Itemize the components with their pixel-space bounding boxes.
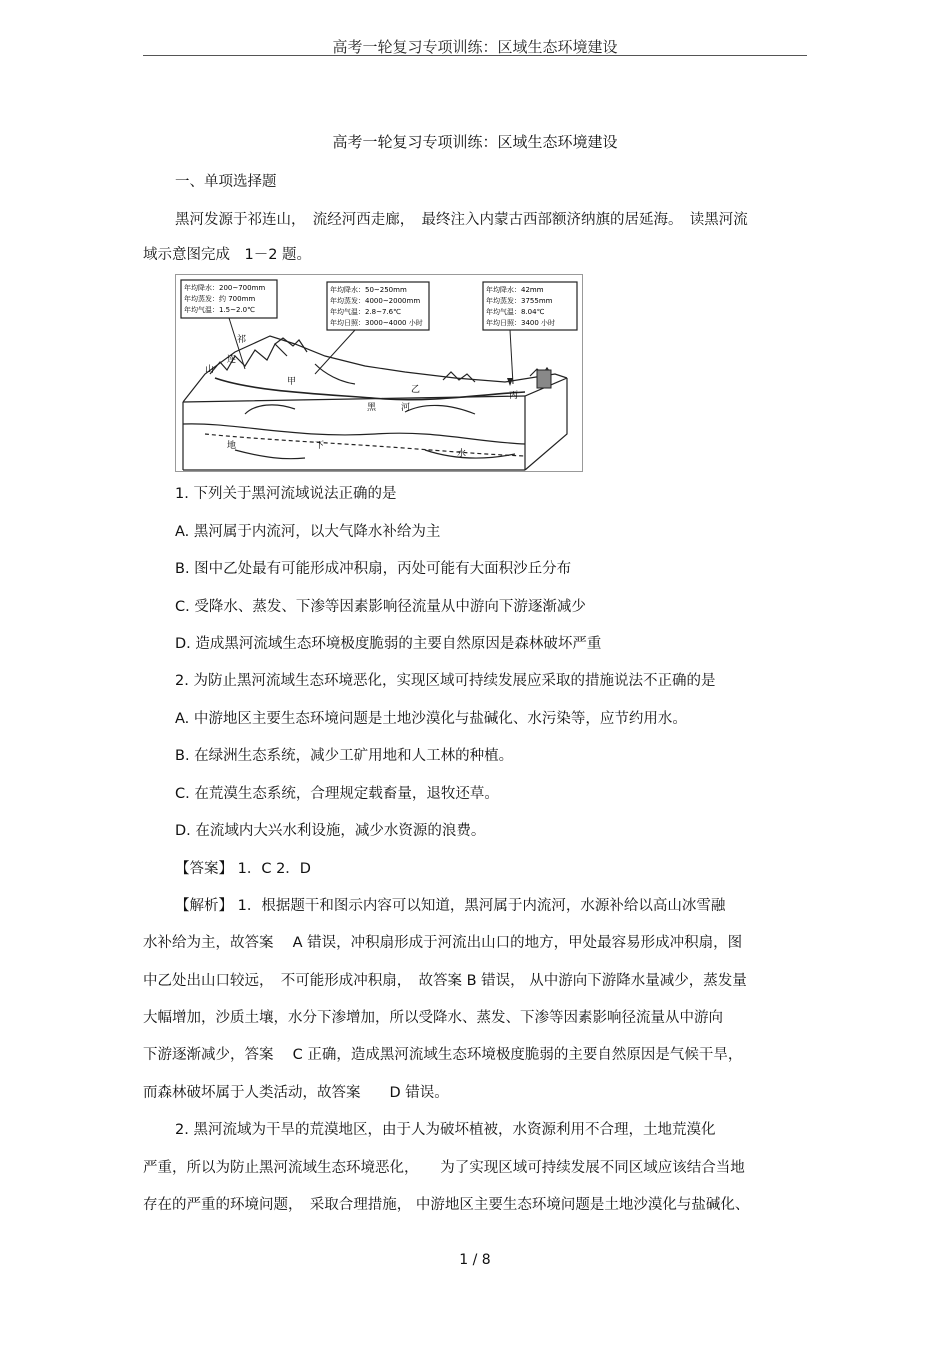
header-divider — [143, 55, 807, 56]
label-qi: 祁 — [237, 335, 247, 345]
question-1-stem: 1. 下列关于黑河流域说法正确的是 — [175, 486, 397, 502]
label-lian: 连 — [227, 355, 237, 365]
question-2-option-c: C. 在荒漠生态系统，合理规定载畜量，退牧还草。 — [175, 786, 499, 802]
intro-line-2: 域示意图完成 1－2 题。 — [143, 247, 312, 263]
analysis-2-line: 存在的严重的环境问题， 采取合理措施， 中游地区主要生态环境问题是土地沙漠化与盐碱化、 — [143, 1197, 750, 1213]
question-2-option-a: A. 中游地区主要生态环境问题是土地沙漠化与盐碱化、水污染等，应节约用水。 — [175, 711, 687, 727]
analysis-1-line: 而森林破坏属于人类活动，故答案 D 错误。 — [143, 1085, 449, 1101]
label-shan: 山 — [205, 365, 215, 375]
question-2-option-b: B. 在绿洲生态系统，减少工矿用地和人工林的种植。 — [175, 748, 514, 764]
box-right-line: 年均降水：42mm — [486, 286, 544, 294]
lake-marker — [537, 370, 551, 388]
box-mid-line: 年均降水：50~250mm — [330, 286, 407, 294]
label-he: 河 — [401, 403, 411, 413]
analysis-1-line: 下游逐渐减少，答案 C 正确，造成黑河流域生态环境极度脆弱的主要自然原因是气候干旱， — [143, 1047, 743, 1063]
question-2-stem: 2. 为防止黑河流域生态环境恶化，实现区域可持续发展应采取的措施说法不正确的是 — [175, 673, 716, 689]
analysis-1-line: 水补给为主，故答案 A 错误，冲积扇形成于河流出山口的地方，甲处最容易形成冲积扇，图 — [143, 935, 743, 951]
analysis-1-line: 大幅增加，沙质土壤，水分下渗增加，所以受降水、蒸发、下渗等因素影响径流量从中游向 — [143, 1010, 723, 1026]
box-left-line: 年均降水：200~700mm — [184, 284, 266, 292]
box-mid-line: 年均气温：2.8~7.6℃ — [330, 308, 401, 316]
question-2-option-d: D. 在流域内大兴水利设施，减少水资源的浪费。 — [175, 823, 486, 839]
running-header: 高考一轮复习专项训练：区域生态环境建设 — [332, 38, 618, 56]
question-1-option-b: B. 图中乙处最有可能形成冲积扇，丙处可能有大面积沙丘分布 — [175, 561, 572, 577]
label-bing: 丙 — [509, 391, 519, 401]
box-right-line: 年均日照：3400 小时 — [486, 319, 556, 327]
box-mid-line: 年均日照：3000~4000 小时 — [330, 319, 423, 327]
label-shui: 水 — [457, 449, 467, 459]
label-di: 地 — [227, 441, 237, 451]
question-1-option-c: C. 受降水、蒸发、下渗等因素影响径流量从中游向下游逐渐减少 — [175, 599, 586, 615]
page-number: 1 / 8 — [459, 1252, 491, 1268]
intro-line-1: 黑河发源于祁连山， 流经河西走廊， 最终注入内蒙古西部额济纳旗的居延海。 读黑河流 — [175, 212, 748, 228]
label-yi: 乙 — [411, 385, 421, 395]
section-heading: 一、单项选择题 — [175, 174, 277, 190]
question-1-option-d: D. 造成黑河流域生态环境极度脆弱的主要自然原因是森林破坏严重 — [175, 636, 602, 652]
label-jia: 甲 — [287, 377, 297, 387]
box-right-line: 年均气温：8.04℃ — [486, 308, 545, 316]
box-left-line: 年均气温：1.5~2.0℃ — [184, 306, 255, 314]
info-box-lower — [483, 282, 577, 330]
answer-line: 【答案】 1．C 2．D — [175, 861, 311, 877]
label-hei: 黑 — [367, 403, 377, 413]
info-box-middle — [327, 282, 429, 330]
analysis-2-line: 2. 黑河流域为干旱的荒漠地区，由于人为破坏植被，水资源利用不合理，土地荒漠化 — [175, 1122, 716, 1138]
box-right-line: 年均蒸发：3755mm — [486, 297, 553, 305]
analysis-1-line: 中乙处出山口较远， 不可能形成冲积扇， 故答案 B 错误， 从中游向下游降水量减少，蒸发量 — [143, 973, 747, 989]
box-left-line: 年均蒸发：约 700mm — [184, 295, 256, 303]
question-1-option-a: A. 黑河属于内流河，以大气降水补给为主 — [175, 524, 441, 540]
analysis-1-line: 【解析】 1．根据题干和图示内容可以知道，黑河属于内流河，水源补给以高山冰雪融 — [175, 898, 726, 914]
info-box-upper — [181, 280, 277, 318]
box-mid-line: 年均蒸发：4000~2000mm — [330, 297, 421, 305]
label-xia: 下 — [315, 441, 325, 451]
heihe-basin-figure — [175, 274, 583, 472]
document-title: 高考一轮复习专项训练：区域生态环境建设 — [332, 133, 618, 151]
analysis-2-line: 严重，所以为防止黑河流域生态环境恶化， 为了实现区域可持续发展不同区域应该结合当地 — [143, 1160, 745, 1176]
